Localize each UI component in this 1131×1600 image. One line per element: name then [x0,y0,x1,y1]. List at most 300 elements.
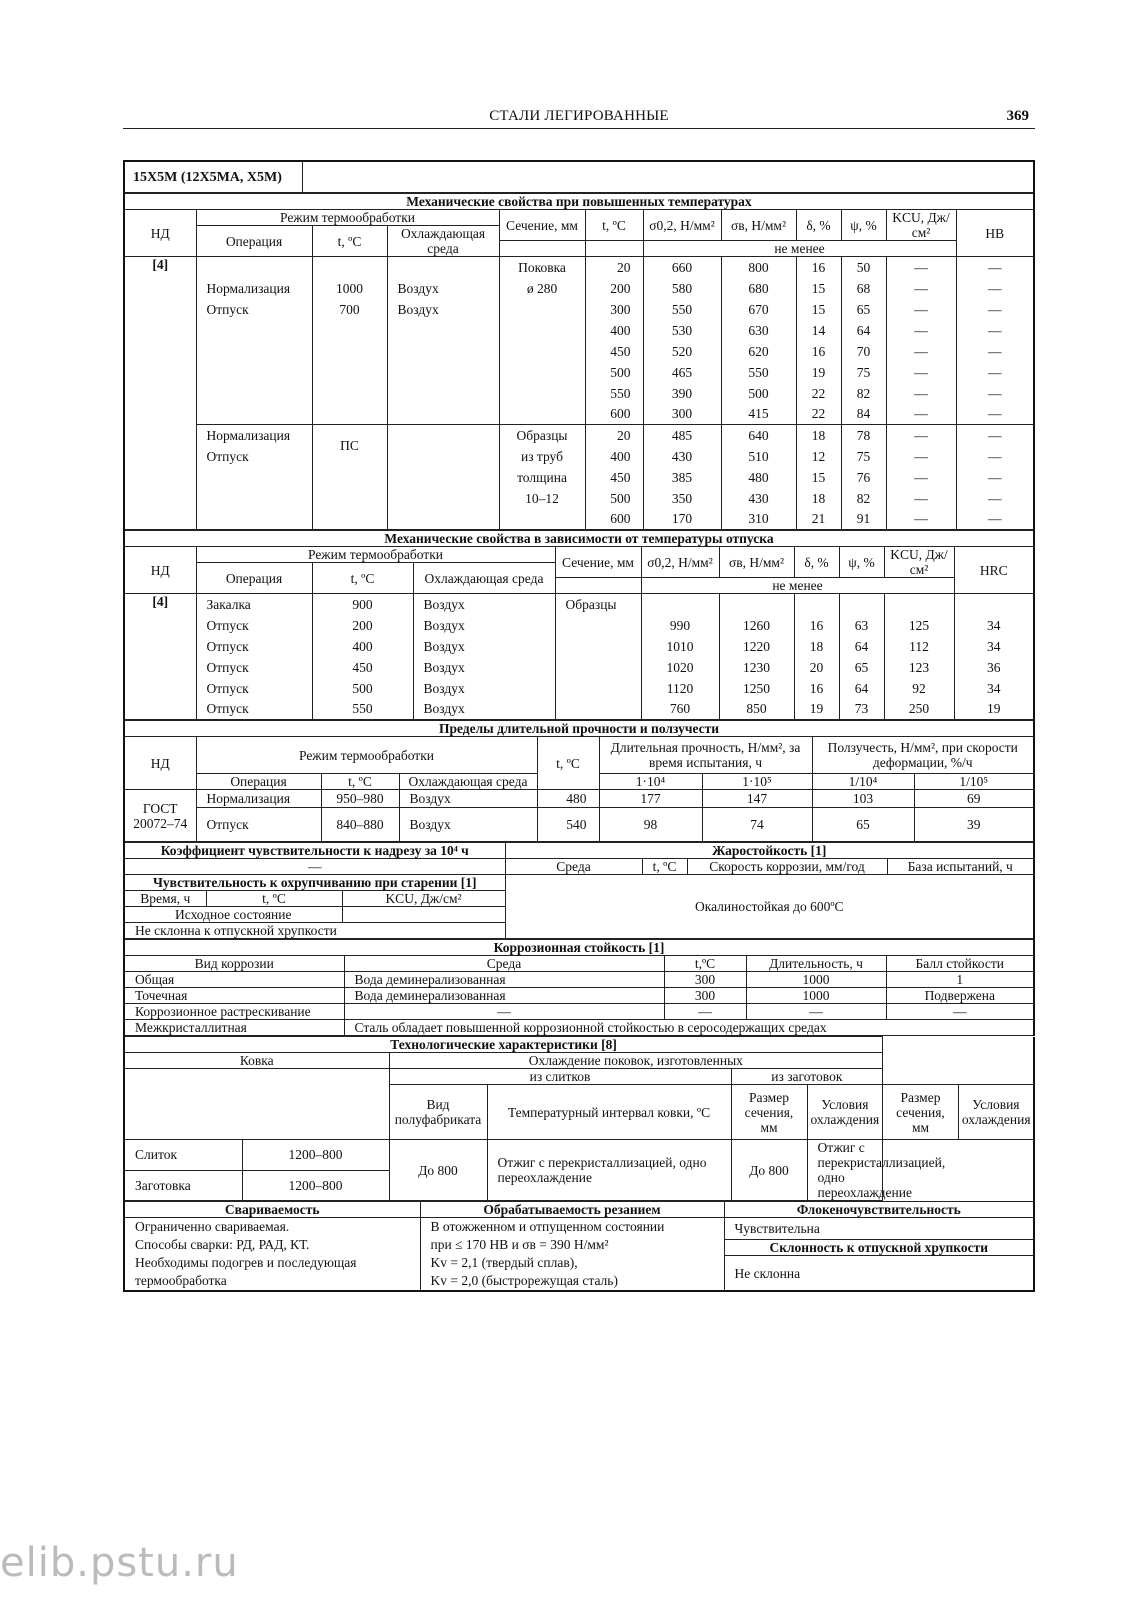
value-cell: 550 [643,299,721,320]
value-cell: 15 [796,467,841,488]
value-cell: 1220 [719,636,794,657]
value-cell: 98 [599,808,702,842]
value-cell: 620 [721,341,796,362]
nd-cell [124,278,196,299]
t-cell: 550 [312,699,413,720]
nd-cell [124,320,196,341]
tech-h-cond-1: Условия охлаждения [807,1085,883,1140]
value-cell: 580 [643,278,721,299]
value-cell [794,594,839,615]
value-cell: — [886,425,956,446]
weld-title: Свариваемость [124,1202,420,1218]
cooling-cell [387,320,499,341]
corr-score: Подвержена [886,988,1034,1004]
value-cell: 177 [599,790,702,808]
value-cell: 63 [839,615,884,636]
cooling-cell: Воздух [387,299,499,320]
steel-grade: 15Х5М (12Х5МА, Х5М) [124,161,302,193]
cooling-cell [387,446,499,467]
corr-col-score: Балл стойкости [886,956,1034,972]
section-title: Пределы длительной прочности и ползучести [124,721,1034,737]
col-operation: Операция [196,563,312,594]
t-cell: 950–980 [321,790,399,808]
value-cell: 147 [702,790,812,808]
mach-title: Обрабатываемость резанием [420,1202,724,1218]
section-cell [555,678,641,699]
value-cell: 390 [643,383,721,404]
value-cell: — [886,362,956,383]
corr-score: 1 [886,972,1034,988]
corr-duration: 1000 [746,972,886,988]
nd-cell [124,509,196,530]
operation-cell: Отпуск [196,699,312,720]
value-cell: 64 [841,320,886,341]
cooling-cell: Воздух [413,657,555,678]
col-creep: Ползучесть, Н/мм², при скорости деформации, %/ч [812,737,1034,774]
operation-cell [196,362,312,383]
corr-duration: — [746,1004,886,1020]
value-cell: — [956,425,1034,446]
tech-h-size-2: Размер сечения, мм [883,1085,959,1140]
t-cell: 1000 [312,278,387,299]
weld-line: термообработка [135,1273,227,1288]
section-cell [555,636,641,657]
operation-cell: Отпуск [196,808,321,842]
value-cell: 640 [721,425,796,446]
value-cell: — [886,320,956,341]
value-cell: 21 [796,509,841,530]
t-cell: 500 [312,678,413,699]
weld-line: Ограниченно свариваемая. [135,1219,290,1234]
corr-t: — [664,1004,746,1020]
section-title: Технологические характеристики [8] [124,1037,883,1053]
table-row [124,636,1034,657]
cooling-cell [387,404,499,425]
tech-h-range: Температурный интервал ковки, ºС [487,1085,731,1140]
nd-cell [124,488,196,509]
cooling-cell [387,362,499,383]
corr-medium: Вода деминерализованная [344,972,664,988]
cooling-cell: Воздух [413,615,555,636]
mach-line: при ≤ 170 НВ и σв = 390 Н/мм² [430,1237,609,1252]
col-hrc: HRC [954,547,1034,594]
section-cell [499,362,585,383]
brittle-title: Склонность к отпускной хрупкости [724,1240,1034,1256]
page-header [123,104,1035,129]
table-bottom [123,1201,1035,1292]
table-corrosion [123,939,1035,1036]
table-row [124,790,1034,808]
table-row [124,509,1034,530]
t-cell: 200 [312,615,413,636]
corr-t: 300 [664,972,746,988]
tech-row-range: 1200–800 [242,1140,389,1171]
col-delta: δ, % [796,210,841,241]
cooling-cell: Воздух [399,790,537,808]
t-cell: 900 [312,594,413,615]
tech-h-size-1: Размер сечения, мм [731,1085,807,1140]
section-cell [499,404,585,425]
section-title: Механические свойства в зависимости от температуры отпуска [124,531,1034,547]
heat-title: Жаростойкость [1] [505,843,1034,859]
value-cell: 450 [585,341,643,362]
nd-cell [124,404,196,425]
col-c4: 1/10⁵ [914,774,1034,790]
value-cell: 15 [796,299,841,320]
col-sigma02: σ0,2, Н/мм² [643,210,721,241]
nd-cell [124,657,196,678]
col-t: t, ºС [312,226,387,257]
corr-inter-type: Межкристаллитная [124,1020,344,1036]
table-row [124,446,1034,467]
min-note: не менее [643,241,956,257]
value-cell: 250 [884,699,954,720]
value-cell: 1260 [719,615,794,636]
corr-type: Точечная [124,988,344,1004]
nd-cell [124,425,196,446]
table-row [124,425,1034,446]
notch-value: — [124,859,505,875]
aging-col-kcu: KCU, Дж/см² [342,891,505,907]
operation-cell [196,257,312,278]
nd-cell [124,299,196,320]
value-cell: 64 [839,636,884,657]
heat-col-medium: Среда [505,859,642,875]
value-cell: 65 [841,299,886,320]
corr-t: 300 [664,988,746,1004]
operation-cell: Закалка [196,594,312,615]
col-psi: ψ, % [839,547,884,578]
steel-card [123,160,1035,1292]
operation-cell [196,383,312,404]
value-cell: 550 [585,383,643,404]
nd-cell [124,678,196,699]
t-cell: 400 [312,636,413,657]
operation-cell: Отпуск [196,615,312,636]
table-row [124,467,1034,488]
value-cell: 660 [643,257,721,278]
value-cell: 850 [719,699,794,720]
cooling-cell [387,383,499,404]
value-cell: 1120 [641,678,719,699]
aging-initial: Исходное состояние [124,907,342,923]
tech-h-type: Вид полуфабриката [389,1085,487,1140]
value-cell: 1230 [719,657,794,678]
cooling-cell [387,488,499,509]
value-cell: 125 [884,615,954,636]
col-nd: НД [124,547,196,594]
value-cell: 74 [702,808,812,842]
section-cell [499,341,585,362]
mach-text [420,1218,724,1292]
corr-col-duration: Длительность, ч [746,956,886,972]
value-cell: — [956,362,1034,383]
value-cell: 170 [643,509,721,530]
value-cell: — [886,467,956,488]
col-section: Сечение, мм [499,210,585,241]
brittle-value: Не склонна [724,1256,1034,1292]
value-cell: 92 [884,678,954,699]
value-cell [839,594,884,615]
table-notch-heat [123,842,1035,939]
value-cell: 550 [721,362,796,383]
value-cell: 19 [796,362,841,383]
section-title: Механические свойства при повышенных температурах [124,194,1034,210]
value-cell: 68 [841,278,886,299]
nd-cell [124,699,196,720]
value-cell: 20 [585,425,643,446]
t-cell [312,488,387,509]
tech-cooling: Охлаждение поковок, изготовленных [389,1053,883,1069]
value-cell: 760 [641,699,719,720]
corr-medium: — [344,1004,664,1020]
table-high-temp [123,193,1035,530]
value-cell: 415 [721,404,796,425]
value-cell: 480 [721,467,796,488]
nd-cell [124,383,196,404]
corr-col-t: t,ºС [664,956,746,972]
value-cell: 20 [585,257,643,278]
operation-cell: Отпуск [196,636,312,657]
tech-h-cond-2: Условия охлаждения [958,1085,1034,1140]
value-cell: 64 [839,678,884,699]
tech-forging: Ковка [124,1053,389,1069]
value-cell: — [956,299,1034,320]
section-cell [555,657,641,678]
value-cell: 19 [954,699,1034,720]
mach-line: Kv = 2,1 (твердый сплав), [430,1255,578,1270]
value-cell: 430 [721,488,796,509]
nd-cell: [4] [124,594,196,615]
table-row [124,341,1034,362]
cooling-cell [387,425,499,446]
watermark: elib.pstu.ru [0,1540,239,1586]
value-cell: — [886,446,956,467]
value-cell: 1010 [641,636,719,657]
value-cell: 520 [643,341,721,362]
cooling-cell: Воздух [387,278,499,299]
value-cell: 310 [721,509,796,530]
value-cell: — [956,509,1034,530]
t-cell: ПС [312,425,387,467]
t-cell [312,404,387,425]
running-title: СТАЛИ ЛЕГИРОВАННЫЕ [489,108,669,124]
col-sigmab: σв, Н/мм² [721,210,796,241]
value-cell [719,594,794,615]
table-long-strength [123,720,1035,842]
value-cell: 450 [585,467,643,488]
corr-col-type: Вид коррозии [124,956,344,972]
value-cell: 50 [841,257,886,278]
operation-cell: Отпуск [196,657,312,678]
col-temp: t, ºС [537,737,599,790]
operation-cell [196,467,312,488]
value-cell: 78 [841,425,886,446]
col-temp: t, ºС [585,210,643,241]
col-c2: 1·10⁵ [702,774,812,790]
value-cell: 465 [643,362,721,383]
temp-cell: 480 [537,790,599,808]
value-cell: — [886,278,956,299]
value-cell: 500 [585,362,643,383]
value-cell: 990 [641,615,719,636]
value-cell: 70 [841,341,886,362]
value-cell [954,594,1034,615]
col-regime: Режим термообработки [196,547,555,563]
t-cell [312,257,387,278]
value-cell: — [886,488,956,509]
cooling-cell: Воздух [413,594,555,615]
value-cell: 18 [794,636,839,657]
table-technology [123,1036,1035,1201]
tech-row-type: Слиток [124,1140,242,1171]
value-cell: 680 [721,278,796,299]
tech-cond-1: Отжиг с перекристаллизацией, одно переохлаждение [487,1140,731,1201]
heat-col-base: База испытаний, ч [887,859,1034,875]
temp-cell: 540 [537,808,599,842]
value-cell: 14 [796,320,841,341]
col-cooling: Охлаждающая среда [399,774,537,790]
aging-title: Чувствительность к охрупчиванию при старении [1] [124,875,505,891]
grade-row [123,160,1035,193]
table-row [124,988,1034,1004]
value-cell: — [886,257,956,278]
value-cell: 1020 [641,657,719,678]
tech-from-blanks: из заготовок [731,1069,883,1085]
value-cell: 84 [841,404,886,425]
operation-cell [196,320,312,341]
notch-title: Коэффициент чувствительности к надрезу за 10⁴ ч [124,843,505,859]
value-cell: 1250 [719,678,794,699]
table-row [124,699,1034,720]
col-kcu: KCU, Дж/см² [884,547,954,578]
section-cell: 10–12 [499,488,585,509]
value-cell: — [956,467,1034,488]
cooling-cell: Воздух [413,636,555,657]
section-cell [555,615,641,636]
table-row [124,278,1034,299]
col-hb: НВ [956,210,1034,257]
heat-note: Окалиностойкая до 600ºС [505,875,1034,939]
cooling-cell: Воздух [413,699,555,720]
weld-line: Способы сварки: РД, РАД, КТ. [135,1237,310,1252]
table-row [124,299,1034,320]
value-cell: 800 [721,257,796,278]
table-row [124,488,1034,509]
value-cell: — [886,299,956,320]
value-cell: — [886,509,956,530]
nd-cell [124,636,196,657]
col-operation: Операция [196,226,312,257]
section-cell: толщина [499,467,585,488]
value-cell: 22 [796,383,841,404]
value-cell: 69 [914,790,1034,808]
value-cell: 500 [585,488,643,509]
col-cooling: Охлаждающая среда [413,563,555,594]
aging-col-time: Время, ч [124,891,206,907]
value-cell: 18 [796,488,841,509]
value-cell: 200 [585,278,643,299]
col-t: t, ºС [312,563,413,594]
value-cell: 600 [585,509,643,530]
tech-col-type [124,1069,389,1140]
value-cell: 103 [812,790,914,808]
t-cell: 450 [312,657,413,678]
t-cell [312,509,387,530]
table-row [124,257,1034,278]
t-cell: 700 [312,299,387,320]
operation-cell: Отпуск [196,446,312,467]
section-cell [499,383,585,404]
value-cell: 12 [796,446,841,467]
value-cell: 600 [585,404,643,425]
section-cell: из труб [499,446,585,467]
section-cell: Образцы [555,594,641,615]
value-cell: 76 [841,467,886,488]
tech-size-2: До 800 [731,1140,807,1201]
value-cell: 20 [794,657,839,678]
value-cell: — [956,488,1034,509]
value-cell: — [956,320,1034,341]
section-cell: Образцы [499,425,585,446]
col-regime: Режим термообработки [196,210,499,226]
value-cell: — [956,383,1034,404]
section-cell [555,699,641,720]
heat-col-rate: Скорость коррозии, мм/год [687,859,887,875]
value-cell: 65 [812,808,914,842]
value-cell: — [956,278,1034,299]
table-row [124,615,1034,636]
value-cell: 350 [643,488,721,509]
section-cell [499,299,585,320]
col-sigma02: σ0,2, Н/мм² [641,547,719,578]
value-cell: 500 [721,383,796,404]
col-c1: 1·10⁴ [599,774,702,790]
tech-row-range: 1200–800 [242,1170,389,1201]
value-cell: 15 [796,278,841,299]
value-cell: — [956,257,1034,278]
col-psi: ψ, % [841,210,886,241]
flake-title: Флокеночувствительность [724,1202,1034,1218]
value-cell: 19 [794,699,839,720]
nd-cell: [4] [124,257,196,278]
cooling-cell [387,341,499,362]
table-row [124,1004,1034,1020]
value-cell: 36 [954,657,1034,678]
value-cell [641,594,719,615]
col-operation: Операция [196,774,321,790]
value-cell: 670 [721,299,796,320]
col-long-strength: Длительная прочность, Н/мм², за время испытания, ч [599,737,812,774]
tech-cond-2: Отжиг с перекристаллизацией, одно переохлаждение [807,1140,883,1201]
table-row [124,972,1034,988]
value-cell: 34 [954,678,1034,699]
tech-row-type: Заготовка [124,1170,242,1201]
heat-col-t: t, ºС [642,859,687,875]
cooling-cell: Воздух [399,808,537,842]
value-cell: 91 [841,509,886,530]
value-cell: — [886,404,956,425]
value-cell: 123 [884,657,954,678]
t-cell [312,362,387,383]
section-cell: ø 280 [499,278,585,299]
cooling-cell [387,257,499,278]
corr-duration: 1000 [746,988,886,1004]
value-cell: 112 [884,636,954,657]
nd-cell [124,341,196,362]
value-cell: 22 [796,404,841,425]
value-cell: — [886,341,956,362]
